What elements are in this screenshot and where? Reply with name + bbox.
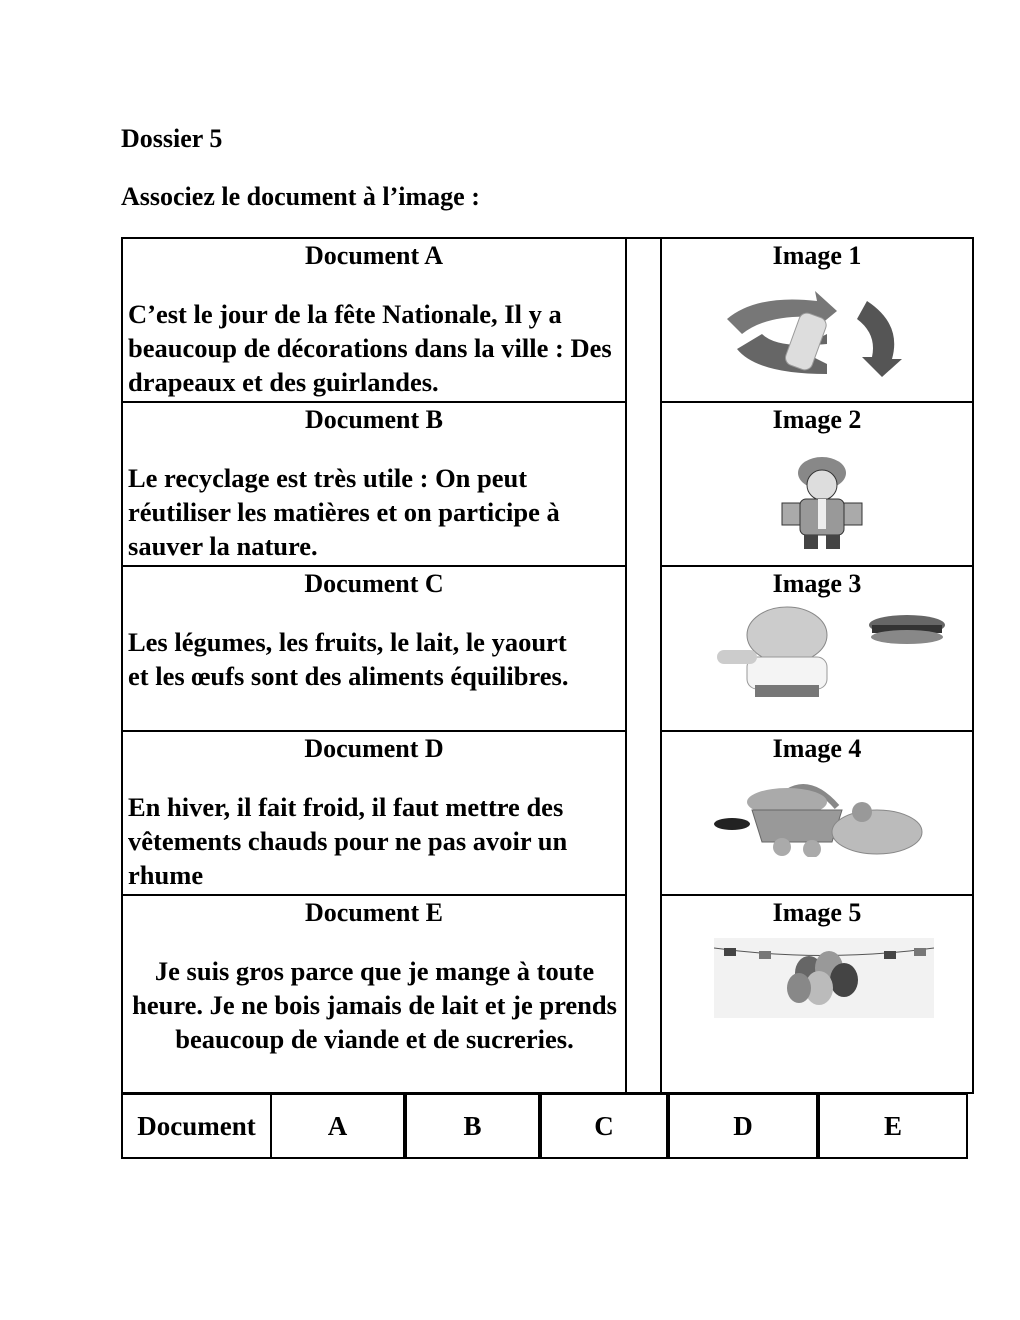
document-title: Document D	[304, 734, 444, 763]
answer-table-header: Document	[121, 1093, 272, 1159]
document-d-cell	[121, 730, 627, 896]
balloons-flags-icon	[714, 938, 934, 1018]
document-text: En hiver, il fait froid, il faut mettre des vêtements chauds pour ne pas avoir un rhume	[128, 792, 568, 890]
image-title: Image 4	[772, 734, 862, 763]
document-text: C’est le jour de la fête Nationale, Il y a beaucoup de décorations dans la ville : Des drapeaux et des guirlandes.	[128, 299, 612, 397]
document-c-cell	[121, 565, 627, 732]
image-title: Image 5	[772, 898, 862, 927]
document-e-cell	[121, 894, 627, 1094]
winter-child-icon	[772, 453, 872, 553]
answer-cell-b[interactable]: B	[405, 1093, 540, 1159]
image-title: Image 3	[772, 569, 862, 598]
document-b-cell	[121, 401, 627, 567]
page-heading: Dossier 5	[121, 124, 223, 153]
image-4-cell	[660, 730, 974, 896]
image-5-cell	[660, 894, 974, 1094]
image-2-cell	[660, 401, 974, 567]
image-3-cell	[660, 565, 974, 732]
answer-cell-c[interactable]: C	[540, 1093, 668, 1159]
answer-cell-e[interactable]: E	[818, 1093, 968, 1159]
document-text: Les légumes, les fruits, le lait, le yaourt et les œufs sont des aliments équilibres.	[128, 627, 569, 691]
vegetable-basket-icon	[712, 772, 932, 857]
document-a-cell	[121, 237, 627, 403]
recycling-arrows-icon	[717, 289, 907, 379]
document-text: Je suis gros parce que je mange à toute heure. Je ne bois jamais de lait et je prends beaucoup de viande et de sucreries.	[132, 956, 617, 1054]
boy-with-burger-icon	[707, 605, 957, 700]
image-1-cell	[660, 237, 974, 403]
spacer-column	[625, 237, 662, 1094]
answer-cell-d[interactable]: D	[668, 1093, 818, 1159]
answer-cell-a[interactable]: A	[270, 1093, 405, 1159]
document-text: Le recyclage est très utile : On peut réutiliser les matières et on participe à sauver la nature.	[128, 463, 560, 561]
image-title: Image 2	[772, 405, 862, 434]
document-title: Document A	[305, 241, 443, 270]
document-title: Document C	[304, 569, 444, 598]
document-title: Document E	[305, 898, 443, 927]
instruction: Associez le document à l’image :	[121, 182, 480, 211]
document-title: Document B	[305, 405, 443, 434]
image-title: Image 1	[772, 241, 862, 270]
